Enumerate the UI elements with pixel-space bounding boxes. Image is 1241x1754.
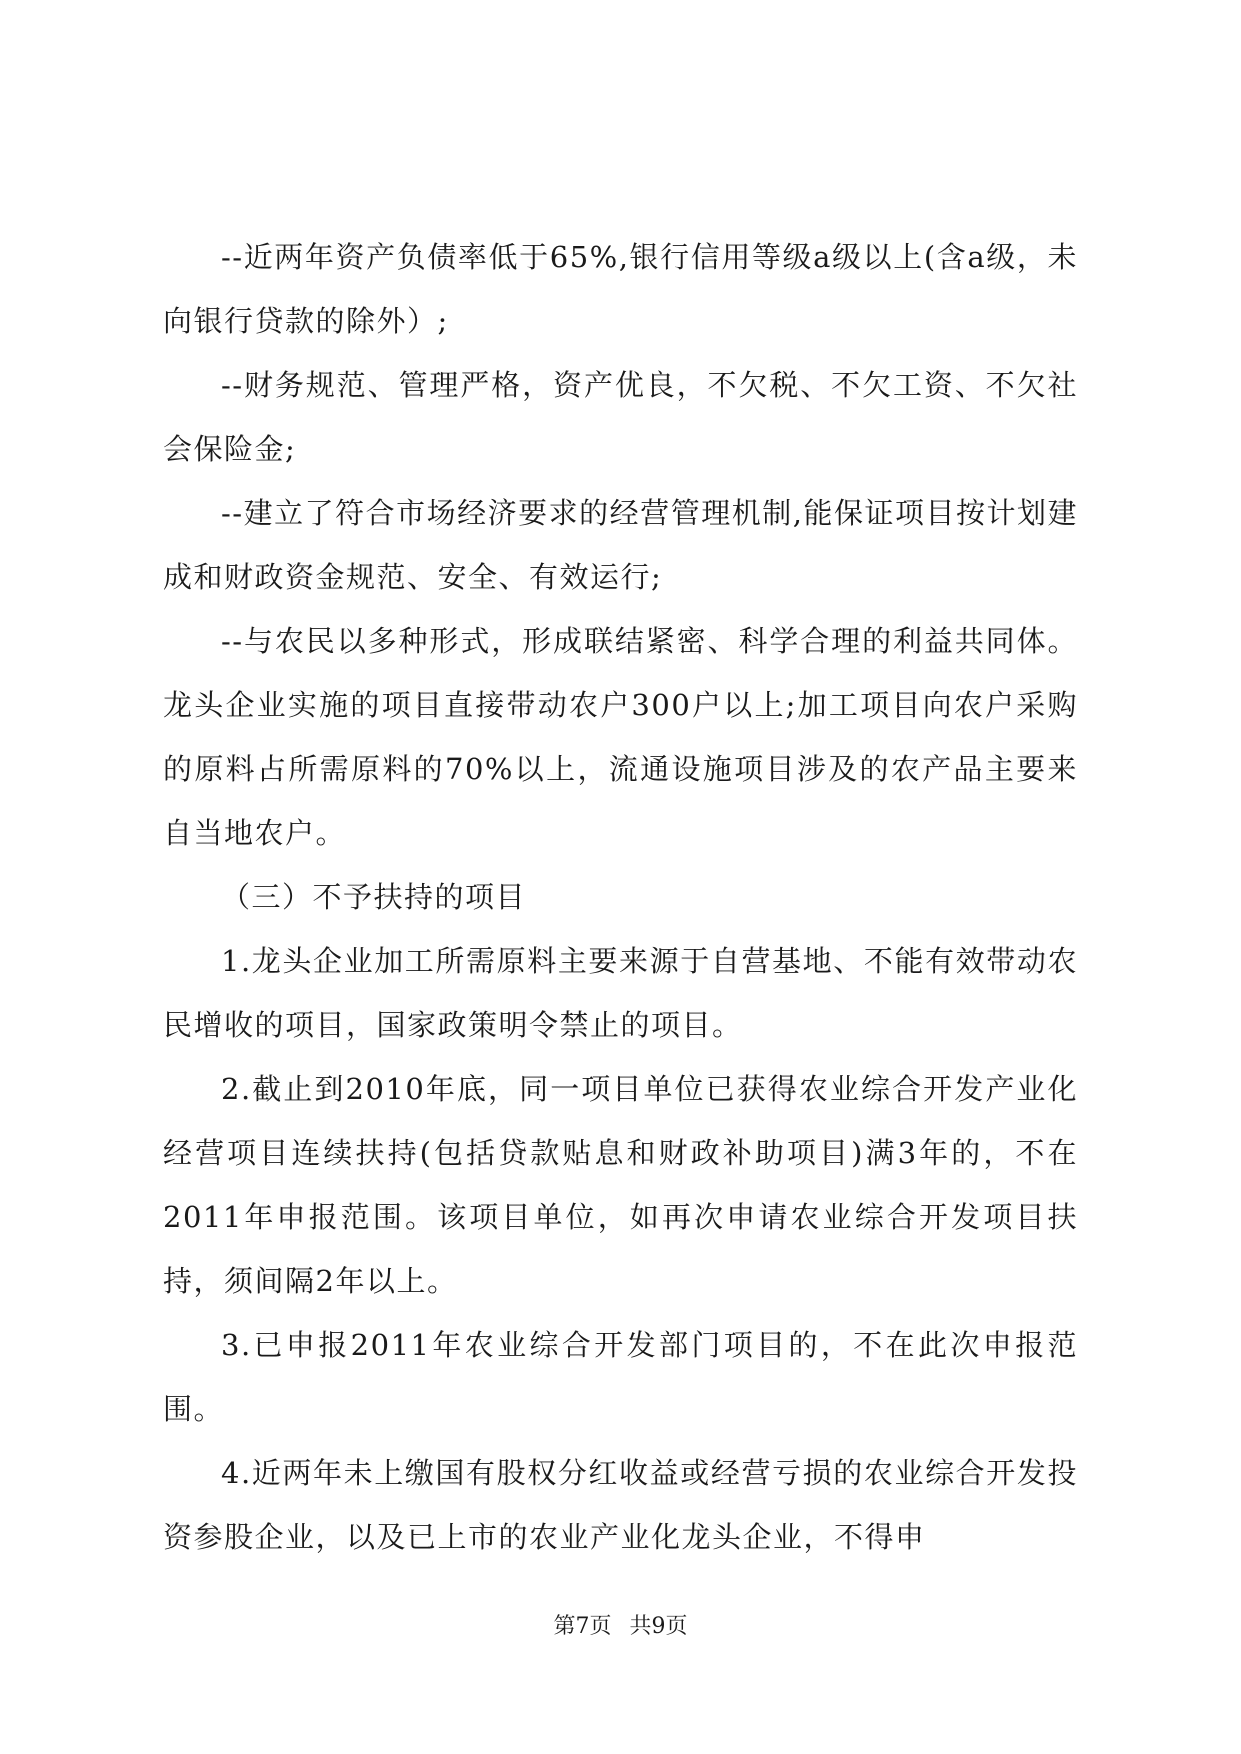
page-number-current: 第7页 [553,1614,612,1639]
paragraph-item-2: 2.截止到2010年底，同一项目单位已获得农业综合开发产业化经营项目连续扶持(包括贷款贴息和财政补助项目)满3年的，不在2011年申报范围。该项目单位，如再次申请农业综合开发项目扶持，须间隔2年以上。 [163,1072,1078,1298]
section-heading-unsupported-projects: （三）不予扶持的项目 [221,880,527,914]
document-body [163,225,1078,1569]
paragraph-financial-standards: --财务规范、管理严格，资产优良，不欠税、不欠工资、不欠社会保险金; [163,368,1078,466]
paragraph-item-4: 4.近两年未上缴国有股权分红收益或经营亏损的农业综合开发投资参股企业，以及已上市的农业产业化龙头企业，不得申 [163,1456,1078,1554]
paragraph-farmer-partnership: --与农民以多种形式，形成联结紧密、科学合理的利益共同体。龙头企业实施的项目直接带动农户300户以上;加工项目向农户采购的原料占所需原料的70%以上，流通设施项目涉及的农产品主要来自当地农户。 [163,624,1078,850]
paragraph-management-mechanism: --建立了符合市场经济要求的经营管理机制,能保证项目按计划建成和财政资金规范、安全、有效运行; [163,496,1078,594]
paragraph-debt-ratio: --近两年资产负债率低于65%,银行信用等级a级以上(含a级，未向银行贷款的除外）; [163,240,1078,338]
paragraph-item-3: 3.已申报2011年农业综合开发部门项目的，不在此次申报范围。 [163,1328,1078,1426]
page-footer [0,1612,1241,1642]
page-number-total: 共9页 [629,1614,688,1639]
paragraph-item-1: 1.龙头企业加工所需原料主要来源于自营基地、不能有效带动农民增收的项目，国家政策明令禁止的项目。 [163,944,1078,1042]
